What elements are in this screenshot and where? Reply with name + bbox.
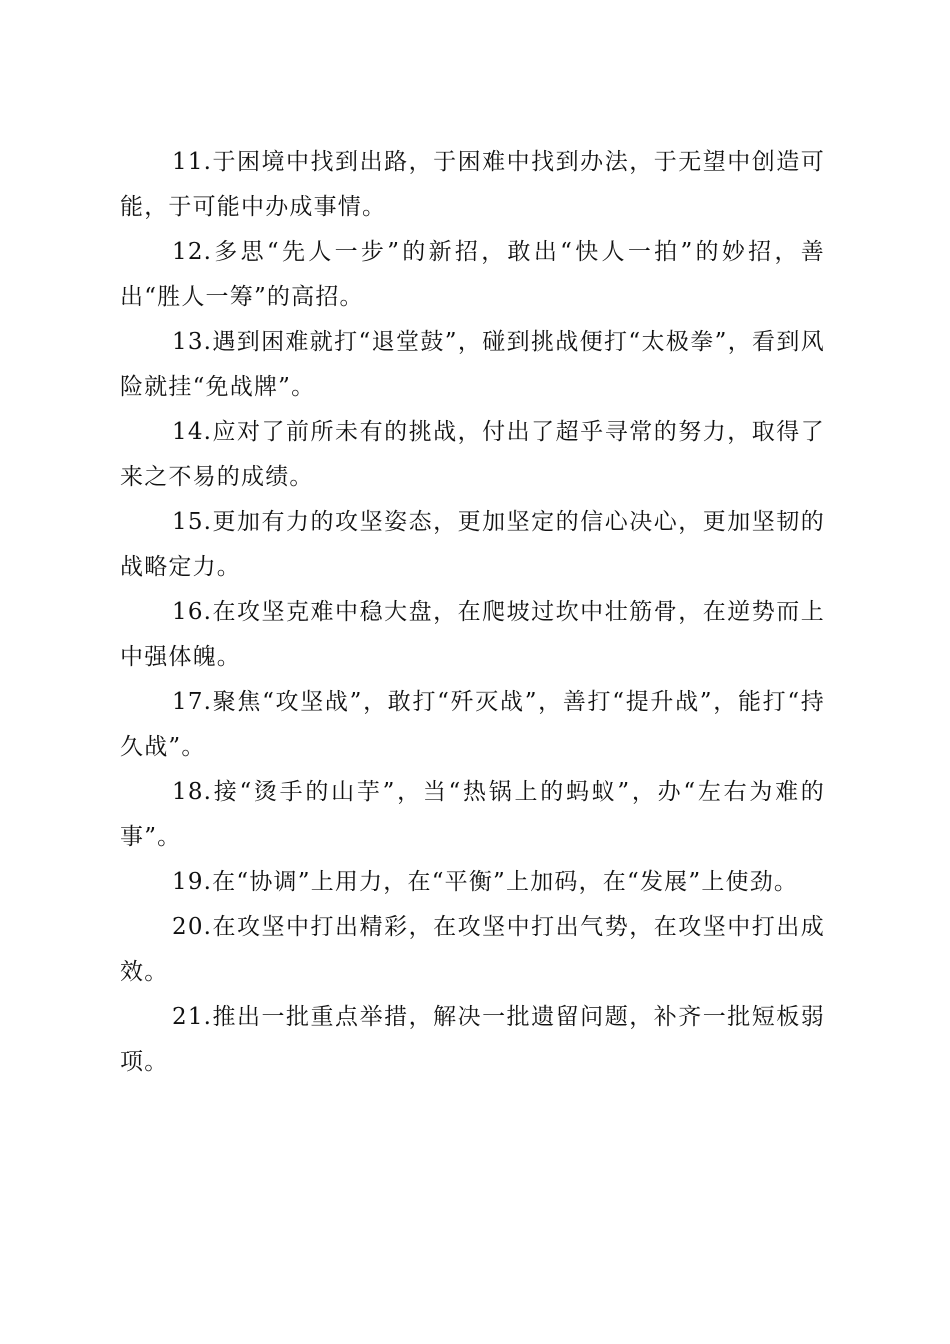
paragraph-13: 13.遇到困难就打“退堂鼓”，碰到挑战便打“太极拳”，看到风险就挂“免战牌”。 [120,329,825,400]
paragraph-21: 21.推出一批重点举措，解决一批遗留问题，补齐一批短板弱项。 [120,1004,825,1075]
document-body [120,140,825,1085]
paragraph-14: 14.应对了前所未有的挑战，付出了超乎寻常的努力，取得了来之不易的成绩。 [120,419,825,490]
paragraph-11: 11.于困境中找到出路，于困难中找到办法，于无望中创造可能，于可能中办成事情。 [120,149,825,220]
paragraph-16: 16.在攻坚克难中稳大盘，在爬坡过坎中壮筋骨，在逆势而上中强体魄。 [120,599,825,670]
paragraph-17: 17.聚焦“攻坚战”，敢打“歼灭战”，善打“提升战”，能打“持久战”。 [120,689,825,760]
paragraph-19: 19.在“协调”上用力，在“平衡”上加码，在“发展”上使劲。 [172,869,799,895]
paragraph-15: 15.更加有力的攻坚姿态，更加坚定的信心决心，更加坚韧的战略定力。 [120,509,825,580]
paragraph-20: 20.在攻坚中打出精彩，在攻坚中打出气势，在攻坚中打出成效。 [120,914,825,985]
paragraph-18: 18.接“烫手的山芋”，当“热锅上的蚂蚁”，办“左右为难的事”。 [120,779,825,850]
paragraph-12: 12.多思“先人一步”的新招，敢出“快人一拍”的妙招，善出“胜人一筹”的高招。 [120,239,825,310]
